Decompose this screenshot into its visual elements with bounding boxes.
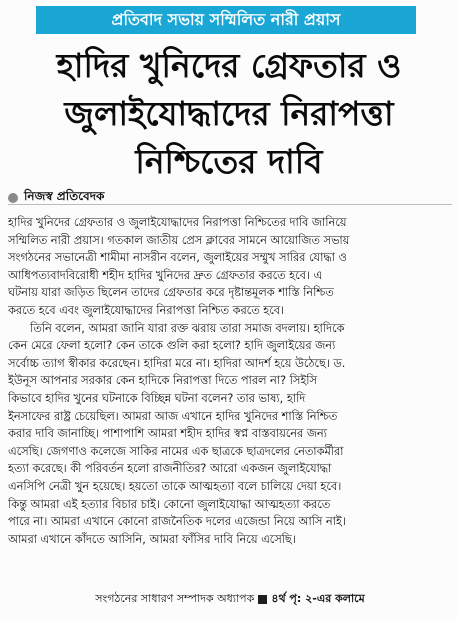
divider xyxy=(8,204,452,205)
body-line: হাদির খুনিদের গ্রেফতার ও জুলাইযোদ্ধাদের নিরাপত্তা নিশ্চিতের দাবি জানিয়ে xyxy=(8,216,347,229)
body-line: কেন মেরে ফেলা হলো? কেন তাকে গুলি করা হলো? হাদি জুলাইয়ের জন্য xyxy=(8,339,336,353)
body-line: ইউনূস আপনার সরকার কেন হাদিকে নিরাপত্তা দিতে পারল না? সিইসি xyxy=(8,374,317,388)
body-line: সংগঠনের সভানেত্রী শামীমা নাসরীন বলেন, জুলাইয়ের সম্মুখ সারির যোদ্ধা ও xyxy=(8,251,347,265)
headline xyxy=(10,42,448,186)
body-line: আধিপত্যবাদবিরোধী শহীদ হাদির খুনিদের দ্রুত গ্রেফতার করতে হবে। এ xyxy=(8,268,323,282)
article-body xyxy=(8,214,448,548)
byline xyxy=(8,188,104,208)
body-line: এনসিপি নেত্রী খুন হয়েছে। হয়তো তাকে আত্মহত্যা বলে চালিয়ে দেয়া হবে। xyxy=(8,479,342,493)
body-line: পারে না। আমরা এখানে কোনো রাজনৈতিক দলের এজেন্ডা নিয়ে আসি নাই। xyxy=(8,515,346,529)
body-line: সম্মিলিত নারী প্রয়াস। গতকাল জাতীয় প্রেস ক্লাবের সামনে আয়োজিত সভায় xyxy=(8,233,350,247)
body-line: হত্যা করেছে। কী পরিবর্তন হলো রাজনীতির? আরো একজন জুলাইযোদ্ধা xyxy=(8,462,332,476)
body-line: কিভাবে হাদির খুনের ঘটনাকে বিচ্ছিন্ন ঘটনা বলেন? তার ভাষ্য, হাদি xyxy=(8,391,306,405)
body-line: তিনি বলেন, আমরা জানি যারা রক্ত ঝরায় তারা সমাজ বদলায়। হাদিকে xyxy=(30,321,345,335)
body-line: সর্বোচ্চ ত্যাগ স্বীকার করেছেন। হাদিরা মরে না। হাদিরা আদর্শ হয়ে উঠেছে। ড. xyxy=(8,356,346,370)
bullet-icon xyxy=(8,193,18,203)
square-icon xyxy=(258,595,267,604)
kicker-text: প্রতিবাদ সভায় সম্মিলিত নারী প্রয়াস xyxy=(111,9,341,29)
body-line: করার দাবি জানাচ্ছি। পাশাপাশি আমরা শহীদ হাদির স্বপ্ন বাস্তবায়নের জন্য xyxy=(8,427,327,441)
body-line: করতে হবে এবং জুলাইযোদ্ধাদের নিরাপত্তা নিশ্চিত করতে হবে। xyxy=(8,303,285,317)
footer-text: সংগঠনের সাধারণ সম্পাদক অধ্যাপক xyxy=(95,592,255,605)
body-line: আমরা এখানে কাঁদতে আসিনি, আমরা ফাঁসির দাবি নিয়ে এসেছি। xyxy=(8,532,296,546)
kicker-banner xyxy=(36,6,416,34)
headline-line-1: হাদির খুনিদের গ্রেফতার ও xyxy=(56,46,402,85)
body-line: এসেছি। জেগণাও কলেজে সাকির নামের এক ছাত্রকে ছাত্রদলের নেতাকর্মীরা xyxy=(8,444,344,458)
headline-line-2: জুলাইযোদ্ধাদের নিরাপত্তা xyxy=(64,94,394,133)
byline-text: নিজস্ব প্রতিবেদক xyxy=(24,189,105,203)
body-line: ইনসাফের রাষ্ট্র চেয়েছিল। আমরা আজ এখানে হাদির খুনিদের শাস্তি নিশ্চিত xyxy=(8,409,338,423)
body-line: ঘটনায় যারা জড়িত ছিলেন তাদের গ্রেফতার করে দৃষ্টান্তমূলক শাস্তি নিশ্চিত xyxy=(8,286,334,300)
continuation-footer xyxy=(8,591,452,607)
headline-line-3: নিশ্চিতের দাবি xyxy=(135,142,323,181)
body-line: কিন্তু আমরা এই হত্যার বিচার চাই। কোনো জুলাইযোদ্ধা আত্মহত্যা করতে xyxy=(8,497,331,511)
continuation-jump: ৪র্থ পৃ: ২-এর কলামে xyxy=(271,592,365,605)
